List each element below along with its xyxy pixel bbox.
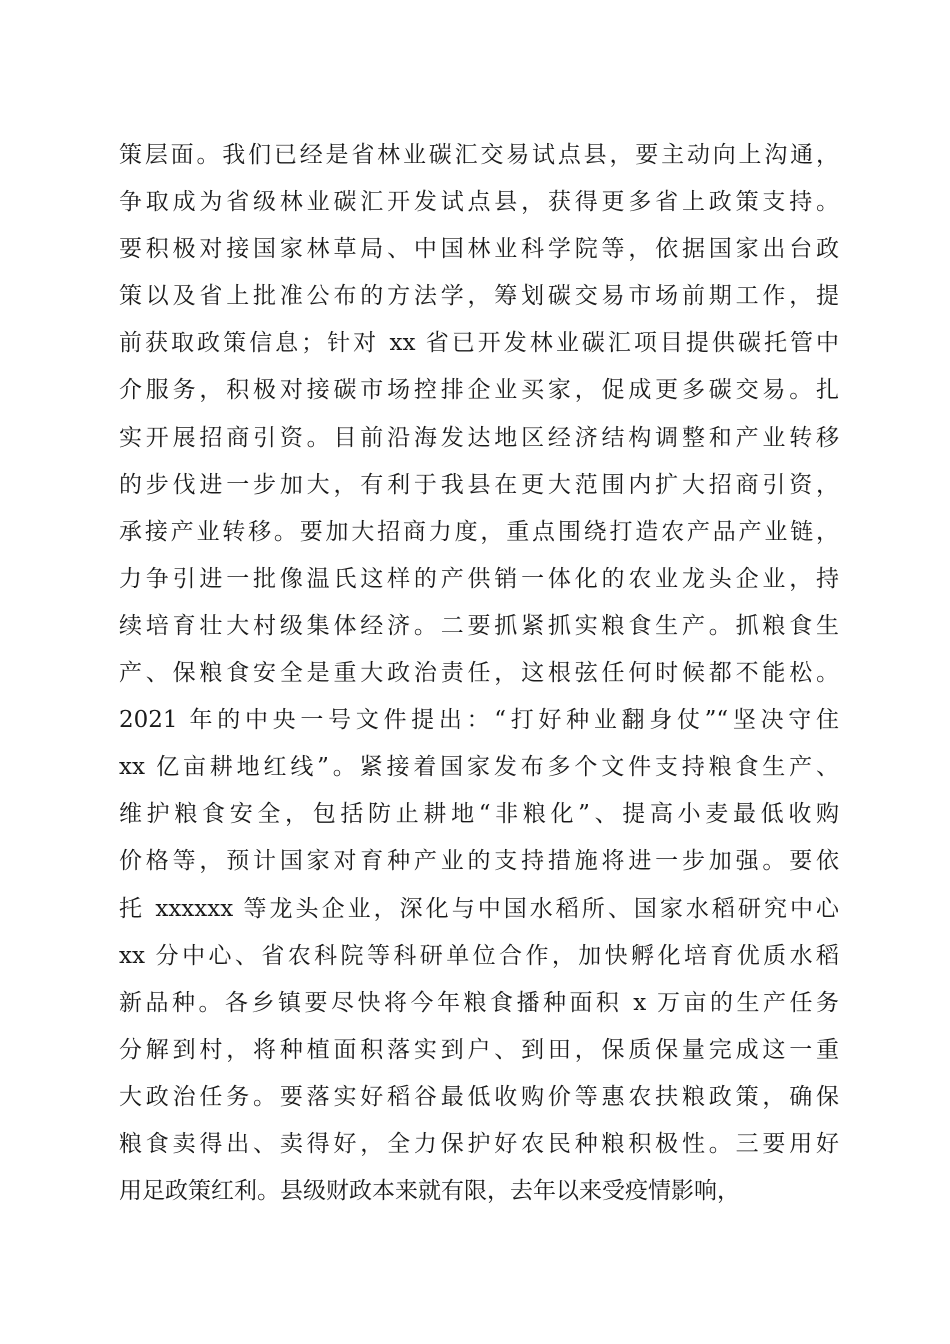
text-line: 托 xxxxxx 等龙头企业，深化与中国水稻所、国家水稻研究中心 bbox=[119, 895, 839, 922]
text-line: xx 亿亩耕地红线”。紧接着国家发布多个文件支持粮食生产、 bbox=[119, 754, 839, 781]
text-line: 粮食卖得出、卖得好，全力保护好农民种粮积极性。三要用好 bbox=[119, 1130, 839, 1157]
text-line: 2021 年的中央一号文件提出：“打好种业翻身仗”“坚决守住 bbox=[119, 707, 839, 734]
text-line: 要积极对接国家林草局、中国林业科学院等，依据国家出台政 bbox=[119, 236, 839, 263]
body-paragraph bbox=[119, 132, 839, 1215]
text-line: 用足政策红利。县级财政本来就有限，去年以来受疫情影响， bbox=[119, 1178, 740, 1205]
text-line: 实开展招商引资。目前沿海发达地区经济结构调整和产业转移 bbox=[119, 424, 839, 451]
text-line: 新品种。各乡镇要尽快将今年粮食播种面积 x 万亩的生产任务 bbox=[119, 989, 839, 1016]
text-line: 大政治任务。要落实好稻谷最低收购价等惠农扶粮政策，确保 bbox=[119, 1083, 839, 1110]
text-line: 产、保粮食安全是重大政治责任，这根弦任何时候都不能松。 bbox=[119, 660, 839, 687]
text-line: 承接产业转移。要加大招商力度，重点围绕打造农产品产业链， bbox=[119, 518, 839, 545]
text-line: 前获取政策信息；针对 xx 省已开发林业碳汇项目提供碳托管中 bbox=[119, 330, 839, 357]
text-line: 争取成为省级林业碳汇开发试点县，获得更多省上政策支持。 bbox=[119, 189, 839, 216]
text-line: 力争引进一批像温氏这样的产供销一体化的农业龙头企业，持 bbox=[119, 565, 839, 592]
text-line: 续培育壮大村级集体经济。二要抓紧抓实粮食生产。抓粮食生 bbox=[119, 612, 839, 639]
text-line: xx 分中心、省农科院等科研单位合作，加快孵化培育优质水稻 bbox=[119, 942, 839, 969]
text-line: 策以及省上批准公布的方法学，筹划碳交易市场前期工作，提 bbox=[119, 283, 839, 310]
text-line: 价格等，预计国家对育种产业的支持措施将进一步加强。要依 bbox=[119, 848, 839, 875]
text-line: 分解到村，将种植面积落实到户、到田，保质保量完成这一重 bbox=[119, 1036, 839, 1063]
text-line: 的步伐进一步加大，有利于我县在更大范围内扩大招商引资， bbox=[119, 471, 839, 498]
text-line: 策层面。我们已经是省林业碳汇交易试点县，要主动向上沟通， bbox=[119, 142, 839, 168]
text-line: 介服务，积极对接碳市场控排企业买家，促成更多碳交易。扎 bbox=[119, 377, 839, 404]
text-line: 维护粮食安全，包括防止耕地“非粮化”、提高小麦最低收购 bbox=[119, 801, 839, 828]
